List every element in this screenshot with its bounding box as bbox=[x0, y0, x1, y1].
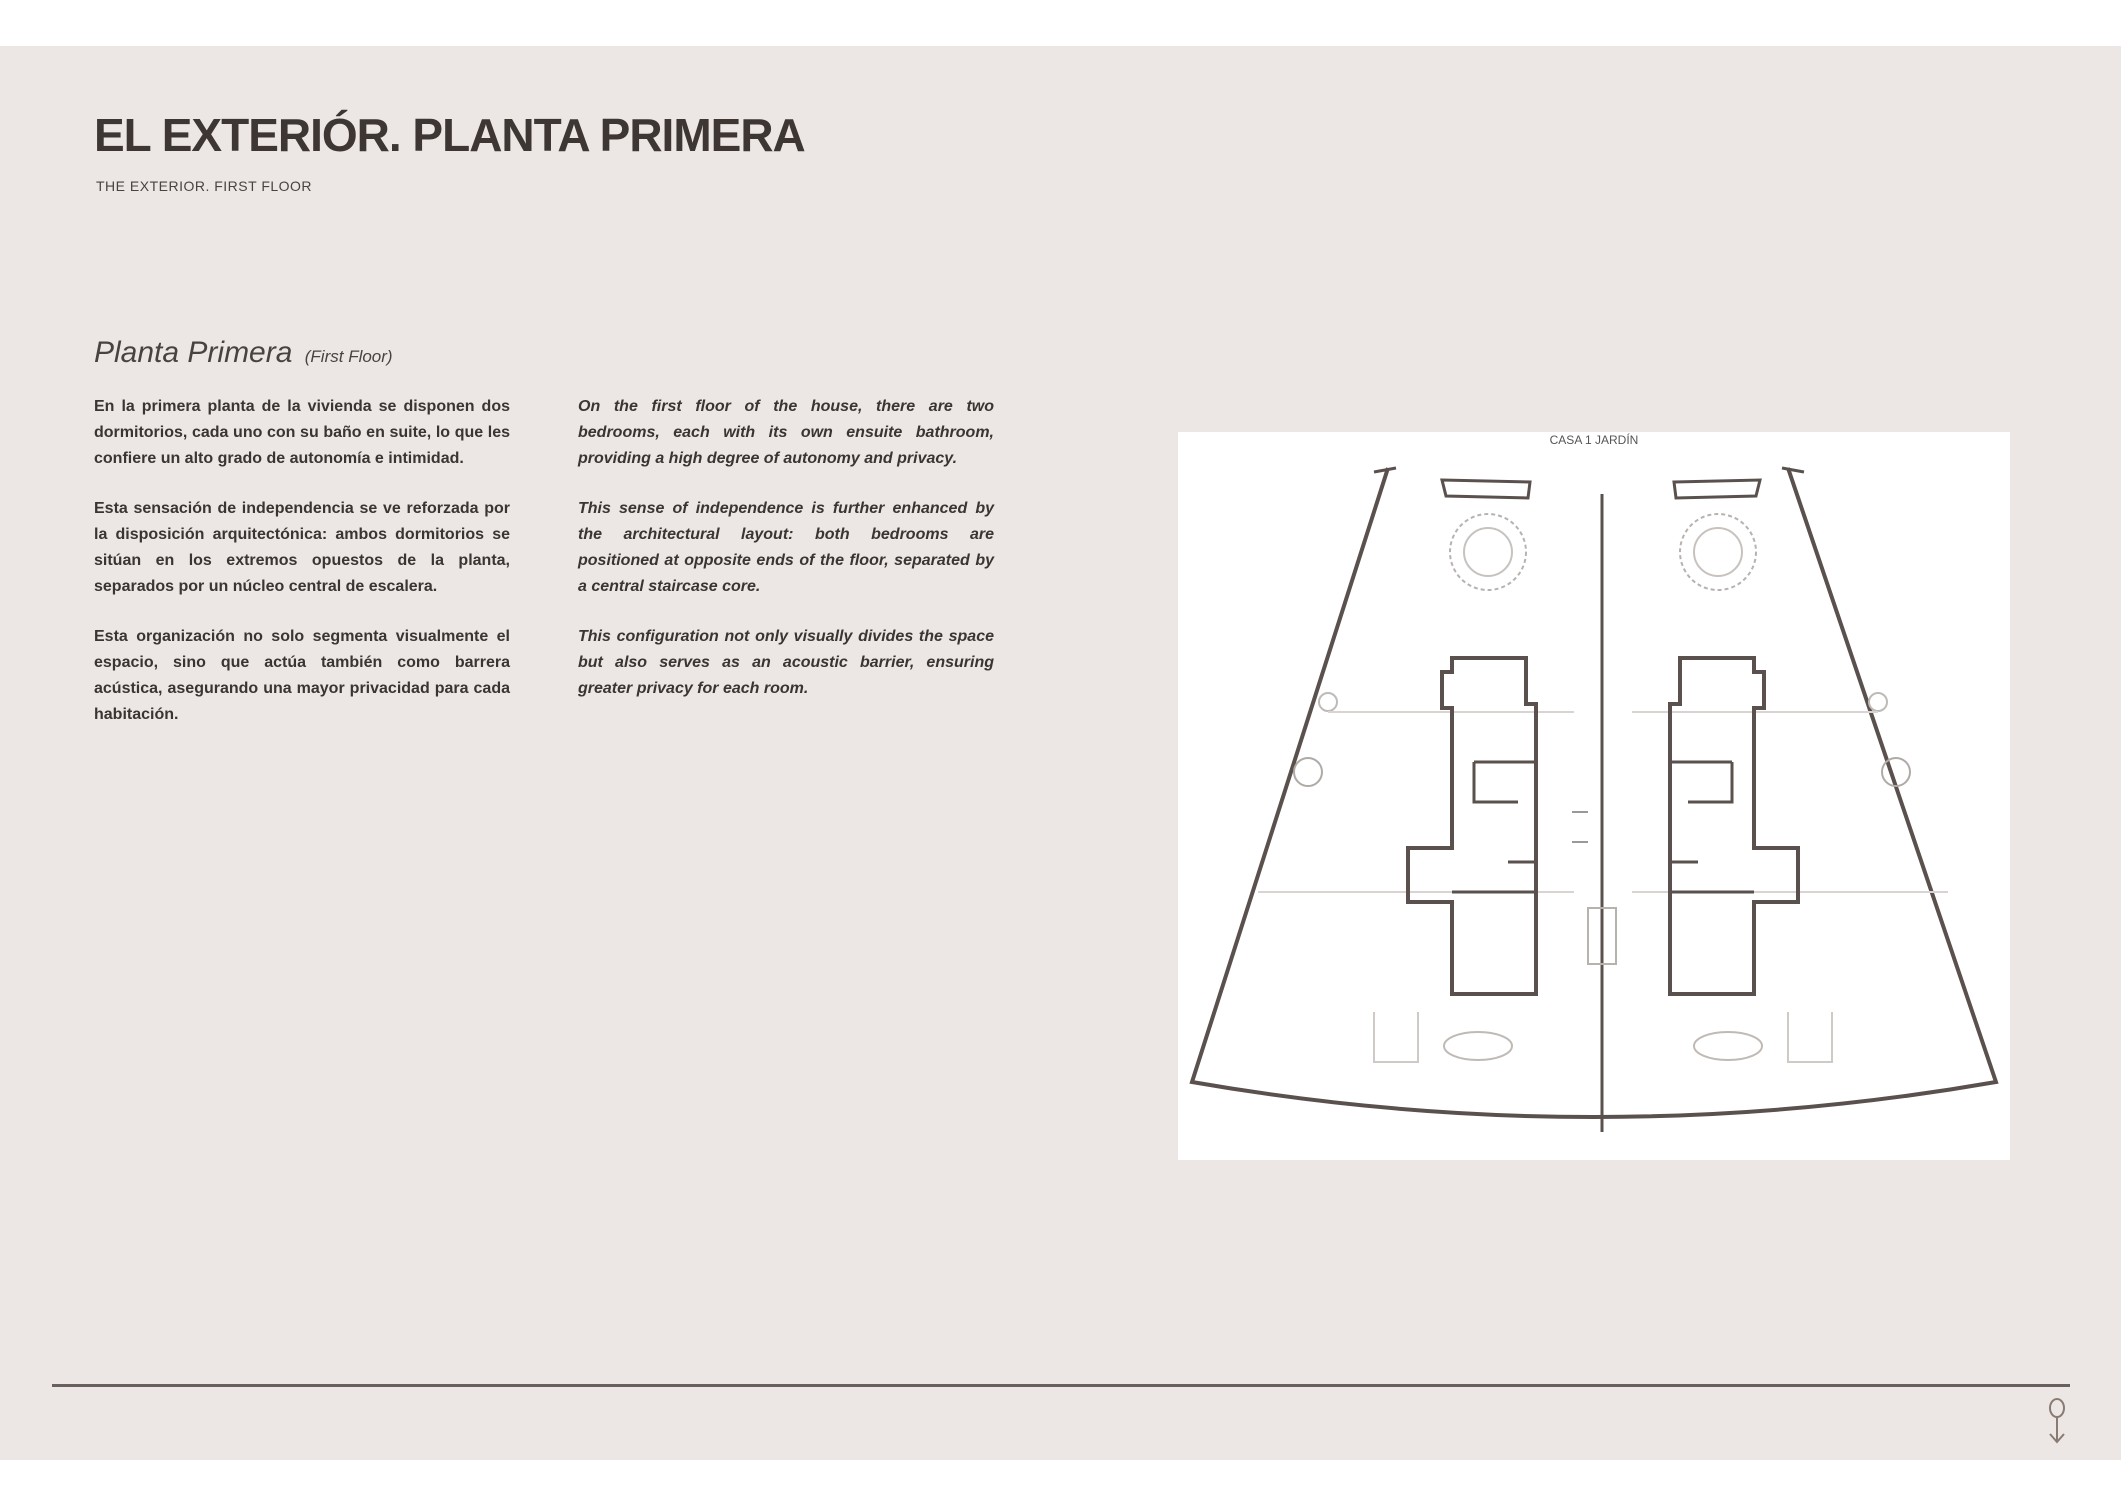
boundary-corner-left bbox=[1374, 468, 1396, 472]
paragraph-es-2: Esta sensación de independencia se ve reforzada por la disposición arquitectónica: ambos dormitorios se sitúan en los extremos opuestos de la planta, separados por un núcleo central de escalera. bbox=[94, 500, 510, 595]
brand-logo-icon bbox=[2046, 1394, 2068, 1458]
house-left-interior bbox=[1474, 762, 1536, 802]
paragraph-en-2: This sense of independence is further enhanced by the architectural layout: both bedrooms are positioned at opposite ends of the floor, separated by a central staircase core. bbox=[578, 500, 994, 595]
house-left-walls bbox=[1408, 658, 1536, 994]
site-boundary bbox=[1192, 468, 1996, 1117]
table-left bbox=[1444, 1032, 1512, 1060]
shrub-right-small bbox=[1869, 693, 1887, 711]
footer-rule bbox=[52, 1384, 2070, 1387]
lounger-right bbox=[1788, 1012, 1832, 1062]
section-heading-sub: (First Floor) bbox=[304, 347, 393, 366]
house-left-interior-2 bbox=[1452, 862, 1536, 892]
paragraph-es-1: En la primera planta de la vivienda se disponen dos dormitorios, cada uno con su baño en suite, lo que les confiere un alto grado de autonomía e intimidad. bbox=[94, 398, 510, 467]
boundary-corner-right bbox=[1782, 468, 1804, 472]
floor-plan-image bbox=[1178, 432, 2010, 1160]
shrub-left bbox=[1294, 758, 1322, 786]
lounger-left bbox=[1374, 1012, 1418, 1062]
shrub-left-small bbox=[1319, 693, 1337, 711]
house-right-interior-2 bbox=[1670, 862, 1754, 892]
floor-plan-drawing bbox=[1178, 432, 2010, 1160]
tree-right-inner bbox=[1694, 528, 1742, 576]
section-heading bbox=[94, 336, 393, 370]
page-title: EL EXTERIÓR. PLANTA PRIMERA bbox=[94, 109, 805, 161]
text-column-english bbox=[578, 394, 994, 726]
house-right-walls bbox=[1670, 658, 1798, 994]
tree-left bbox=[1450, 514, 1526, 590]
pool-right bbox=[1674, 480, 1760, 498]
pool-left bbox=[1442, 480, 1530, 498]
section-heading-main: Planta Primera bbox=[94, 336, 293, 369]
floor-plan-label: CASA 1 JARDÍN bbox=[1549, 433, 1639, 447]
paragraph-en-3: This configuration not only visually divides the space but also serves as an acoustic barrier, ensuring greater privacy for each room. bbox=[578, 628, 994, 697]
paragraph-es-3: Esta organización no solo segmenta visualmente el espacio, sino que actúa también como barrera acústica, asegurando una mayor privacidad para cada habitación. bbox=[94, 628, 510, 723]
tree-right bbox=[1680, 514, 1756, 590]
text-column-spanish bbox=[94, 394, 510, 752]
page-subtitle: THE EXTERIOR. FIRST FLOOR bbox=[96, 178, 313, 194]
brand-logo bbox=[2046, 1394, 2068, 1458]
table-right bbox=[1694, 1032, 1762, 1060]
house-right-interior bbox=[1670, 762, 1732, 802]
paragraph-en-1: On the first floor of the house, there are two bedrooms, each with its own ensuite bathroom, providing a high degree of autonomy and privacy. bbox=[578, 398, 994, 467]
tree-left-inner bbox=[1464, 528, 1512, 576]
